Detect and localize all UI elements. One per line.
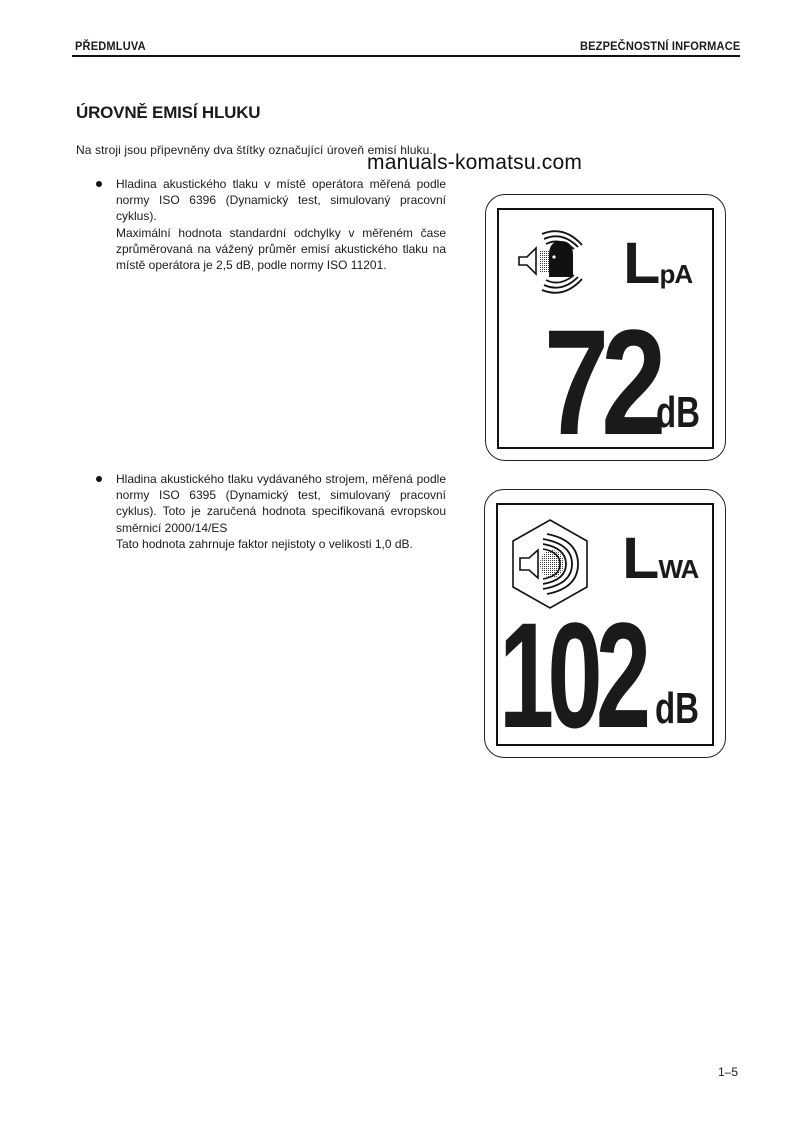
noise-value: 72 <box>544 298 659 466</box>
sound-power-symbol: LWA <box>622 526 699 591</box>
section-title: ÚROVNĚ EMISÍ HLUKU <box>76 103 261 122</box>
page-number: 1–5 <box>718 1065 739 1079</box>
bullet-item-operator-pressure <box>96 176 446 273</box>
operator-ear-sound-icon <box>516 225 588 297</box>
header-section-right: BEZPEČNOSTNÍ INFORMACE <box>579 39 740 53</box>
bullet-paragraph: Tato hodnota zahrnuje faktor nejistoty o velikosti 1,0 dB. <box>116 536 413 551</box>
noise-unit: dB <box>655 684 699 733</box>
bullet-item-machine-power <box>96 471 446 552</box>
noise-label-lwa <box>484 489 726 758</box>
watermark-text: manuals-komatsu.com <box>367 151 583 174</box>
noise-unit: dB <box>656 388 700 437</box>
bullet-paragraph: Hladina akustického tlaku vydávaného strojem, měřená podle normy ISO 6395 (Dynamický test, simulovaný pracovní cyklus). Toto je zaručená hodnota specifikovaná evropskou směrnicí 2000/14/ES <box>116 472 446 535</box>
header-section-left: PŘEDMLUVA <box>75 39 146 53</box>
noise-label-lpa <box>485 194 726 466</box>
intro-paragraph: Na stroji jsou připevněny dva štítky označující úroveň emisí hluku. <box>76 143 433 157</box>
noise-value: 102 <box>499 591 645 759</box>
bullet-dot-icon <box>96 181 102 187</box>
header-divider <box>72 55 740 57</box>
bullet-paragraph: Hladina akustického tlaku v místě operátora měřená podle normy ISO 6396 (Dynamický test, simulovaný pracovní cyklus). <box>116 177 446 224</box>
bullet-dot-icon <box>96 476 102 482</box>
sound-pressure-symbol: LpA <box>623 231 693 296</box>
bullet-paragraph: Maximální hodnota standardní odchylky v měřeném čase zprůměrovaná na vážený průměr emisí akustického tlaku na místě operátora je 2,5 dB, podle normy ISO 11201. <box>116 225 446 273</box>
